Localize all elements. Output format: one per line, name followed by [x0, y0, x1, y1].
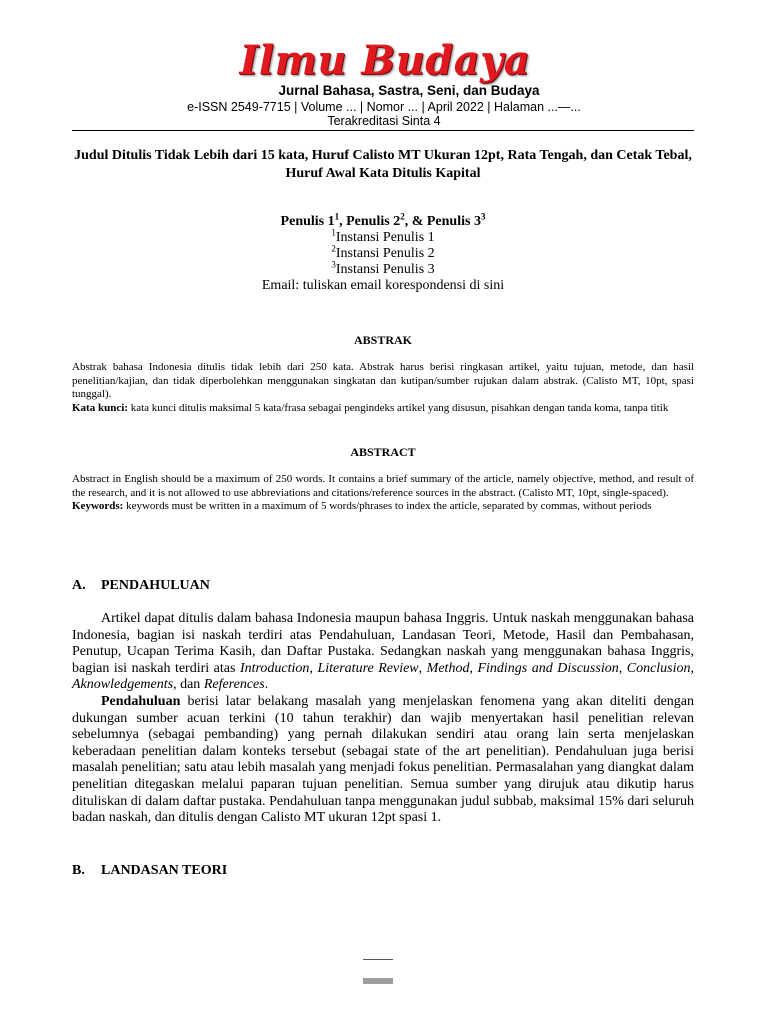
correspondence-email: Email: tuliskan email korespondensi di sini	[261, 278, 505, 293]
author-names	[72, 211, 694, 230]
header-divider	[72, 130, 694, 131]
accreditation-line: Terakreditasi Sinta 4	[327, 114, 441, 128]
keywords-label: Kata kunci:	[72, 401, 128, 414]
author-sup: 3	[480, 211, 486, 222]
abstract-body	[72, 473, 694, 514]
author-sup: 1	[334, 211, 340, 222]
abstrak-text: Abstrak bahasa Indonesia ditulis tidak lebih dari 250 kata. Abstrak harus berisi ringkasan artikel, yaitu tujuan, metode, dan hasil penelitian/kajian, dan tidak diperbolehkan menggunakan singkatan dan kutipan/sumber rujukan dalam abstrak. (Calisto MT, 10pt, spasi tunggal).	[72, 361, 694, 400]
journal-masthead	[0, 38, 768, 84]
abstract-heading: ABSTRACT	[350, 445, 416, 459]
section-number: B.	[72, 863, 85, 878]
section-title: PENDAHULUAN	[101, 578, 210, 593]
paragraph: Pendahuluan berisi latar belakang masalah yang menjelaskan fenomena yang akan diteliti dengan dukungan sumber acuan terkini (10 tahun terakhir) dan wajib menyertakan hasil penelitian relevan sebelumnya (sebagai pembanding) yang pernah dilakukan sendiri atau orang lain serta menjelaskan keberadaan penelitian dalam konteks tersebut (sebagai state of the art penelitian). Pendahuluan juga berisi masalah penelitian; satu atau lebih masalah yang menjadi fokus penelitian. Permasalahan yang diangkat dalam penelitian ditegaskan melalui paparan tujuan penelitian. Semua sumber yang dirujuk atau dikutip harus dituliskan di dalam daftar pustaka. Pendahuluan tanpa menggunakan judul subbab, maksimal 15% dari seluruh badan naskah, dan ditulis dengan Calisto MT ukuran 12pt spasi 1.	[72, 693, 694, 826]
journal-subtitle: Jurnal Bahasa, Sastra, Seni, dan Budaya	[278, 83, 540, 98]
author-separator: , &	[404, 214, 427, 229]
affiliation: $^2$Instansi Penulis 2	[331, 243, 435, 261]
author-name: Penulis 1	[280, 214, 335, 229]
paragraph: Artikel dapat ditulis dalam bahasa Indonesia maupun bahasa Inggris. Untuk naskah menggunakan bahasa Indonesia, bagian isi naskah terdiri atas Pendahuluan, Landasan Teori, Metode, Hasil dan Pembahasan, Penutup, Ucapan Terima Kasih, dan Daftar Pustaka. Sedangkan naskah yang menggunakan bahasa Inggris, bagian isi naskah terdiri atas Introduction, Literature Review, Method, Findings and Discussion, Conclusion, Aknowledgements, dan References.	[72, 611, 695, 693]
keywords-label: Keywords:	[72, 500, 124, 512]
section-heading-pendahuluan	[72, 577, 694, 594]
author-sup: 2	[400, 211, 405, 222]
abstrak-body	[72, 361, 694, 415]
section-body-pendahuluan	[72, 611, 694, 827]
abstract-text: Abstract in English should be a maximum of 250 words. It contains a brief summary of the article, namely objective, method, and result of the research, and it is not allowed to use abbreviations and citations/reference sources in the abstract. (Calisto MT, 10pt, single-spaced).	[72, 473, 694, 499]
section-number: A.	[72, 578, 86, 593]
author-name: Penulis 3	[426, 214, 481, 229]
author-separator: ,	[339, 214, 347, 229]
abstrak-keywords	[72, 402, 694, 416]
abstract-keywords	[72, 500, 694, 514]
abstrak-heading: ABSTRAK	[353, 333, 412, 347]
keywords-text: keywords must be written in a maximum of 5 words/phrases to index the article, separated by commas, without periods	[123, 500, 652, 512]
issn-line: e-ISSN 2549-7715 | Volume ... | Nomor ... | April 2022 | Halaman ...—...	[187, 100, 581, 114]
section-title: LANDASAN TEORI	[101, 863, 228, 878]
author-block	[72, 211, 694, 294]
author-name: Penulis 2	[346, 214, 401, 229]
affiliation: $^1$Instansi Penulis 1	[331, 227, 435, 245]
keywords-text: kata kunci ditulis maksimal 5 kata/frasa sebagai pengindeks artikel yang disusun, pisahkan dengan tanda koma, tanpa titik	[127, 401, 669, 414]
article-title: Judul Ditulis Tidak Lebih dari 15 kata, Huruf Calisto MT Ukuran 12pt, Rata Tengah, dan Cetak Tebal, Huruf Awal Kata Ditulis Kapital	[74, 148, 692, 181]
section-heading-landasan-teori	[72, 862, 694, 879]
page-number-marker	[363, 978, 393, 984]
footer-divider	[363, 959, 393, 960]
journal-logo: Ilmu Budaya	[239, 37, 531, 84]
affiliation: $^3$Instansi Penulis 3	[331, 259, 435, 277]
